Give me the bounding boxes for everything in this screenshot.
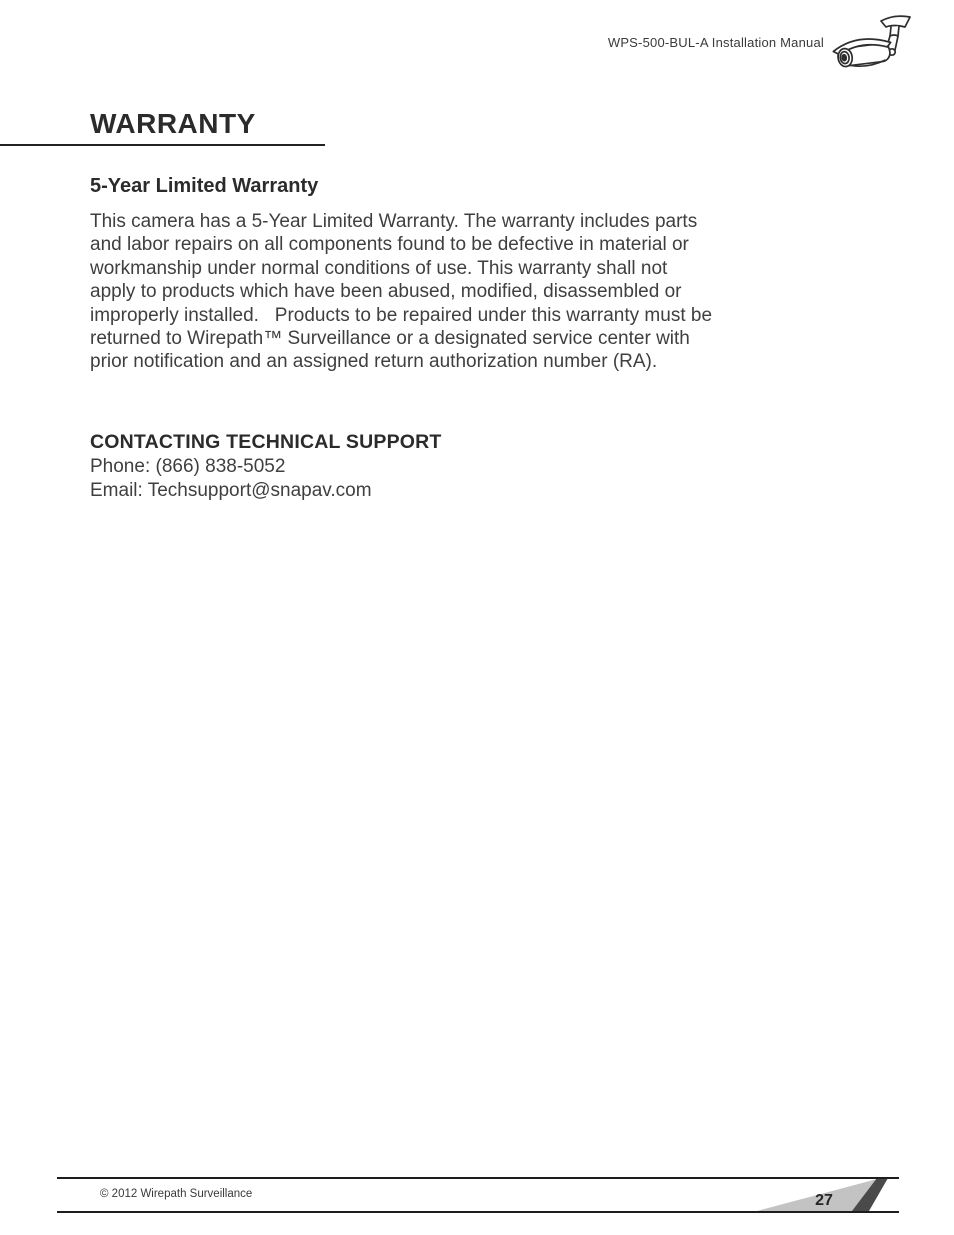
support-email-line: Email: Techsupport@snapav.com (90, 480, 372, 501)
warranty-body-text: This camera has a 5-Year Limited Warranty. The warranty includes parts and labor repairs on all components found to be defective in material or workmanship under normal conditions of use. This warranty shall not apply to products which have been abused, modified, disassembled or improperly installed. Products to be repaired under this warranty must be returned to Wirepath™ Surveillance or a designated service center with prior notification and an assigned return authorization number (RA). (90, 211, 718, 373)
footer-rule-bottom (57, 1211, 899, 1213)
support-heading: CONTACTING TECHNICAL SUPPORT (90, 431, 442, 453)
bullet-camera-icon (832, 13, 914, 77)
header-doc-title: WPS-500-BUL-A Installation Manual (607, 35, 824, 50)
warranty-heading: 5-Year Limited Warranty (90, 175, 319, 197)
footer-rule-top (57, 1177, 899, 1179)
page-number: 27 (815, 1192, 833, 1209)
footer-copyright: © 2012 Wirepath Surveillance (100, 1188, 253, 1200)
support-phone-line: Phone: (866) 838-5052 (90, 456, 286, 477)
page-title: WARRANTY (90, 108, 256, 139)
section-title-rule (0, 144, 325, 146)
